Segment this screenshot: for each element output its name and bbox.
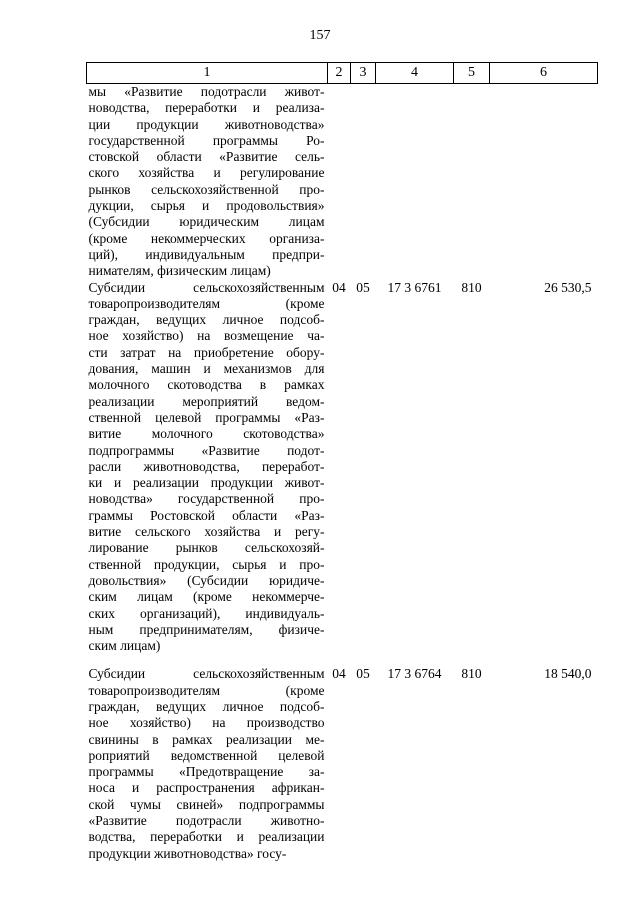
description-line: граммы Ростовской области «Раз- [88,507,325,523]
table-row [87,666,598,874]
description-line: товаропроизводителям (кроме [88,295,325,311]
page-number: 157 [309,28,331,43]
description-line: ского хозяйства и регулирование [88,165,325,181]
row-expense-type: 810 [461,279,482,295]
description-line: ственной целевой программы «Раз- [88,409,325,425]
description-line: новодства, переработки и реализа- [88,100,325,116]
description-line: Субсидии сельскохозяйственным [88,666,325,682]
description-line: нимателям, физическим лицам) [88,263,271,279]
description-line: ное хозяйство) на производство [88,715,325,731]
description-line: (кроме некоммерческих организа- [88,230,325,246]
row-section-code: 04 [332,666,346,682]
row-subsection-code: 05 [356,666,370,682]
description-line: молочного скотоводства в рамках [88,377,325,393]
description-line: дукции, сырья и продовольствия» [88,198,325,214]
header-col-3: 3 [351,63,376,84]
description-line: ским лицам (кроме некоммерче- [88,589,325,605]
description-line: «Развитие подотрасли животно- [88,813,325,829]
description-line: Субсидии сельскохозяйственным [88,279,325,295]
description-line: витие молочного скотоводства» [88,426,325,442]
description-line: ным предпринимателям, физиче- [88,621,325,637]
header-col-1: 1 [87,63,328,84]
description-line: реализации мероприятий ведом- [88,393,325,409]
description-line: товаропроизводителям (кроме [88,682,325,698]
description-line: государственной программы Ро- [88,132,325,148]
description-line: витие сельского хозяйства и регу- [88,524,325,540]
header-col-5: 5 [454,63,490,84]
description-line: довольствия» (Субсидии юридиче- [88,572,325,588]
description-line: стовской области «Развитие сель- [88,149,325,165]
header-col-6: 6 [490,63,598,84]
description-line: дования, машин и механизмов для [88,361,325,377]
description-line: носа и распространения африкан- [88,780,325,796]
description-line: (Субсидии юридическим лицам [88,214,325,230]
description-line: программы «Предотвращение за- [88,764,325,780]
description-line: свинины в рамках реализации ме- [88,731,325,747]
header-col-2: 2 [328,63,351,84]
row-description [87,666,328,874]
row-section-code [328,84,351,280]
description-line: ций), индивидуальным предпри- [88,246,325,262]
description-line: мы «Развитие подотрасли живот- [88,84,325,99]
description-line: роприятий ведомственной целевой [88,747,325,763]
description-line: ции продукции животноводства» [88,116,325,132]
row-subsection-code: 05 [356,279,370,295]
row-amount: 26 530,5 [544,279,592,295]
description-line: рынков сельскохозяйственной про- [88,181,325,197]
row-expense-type: 810 [461,666,482,682]
budget-table [86,62,598,874]
description-line: водства, переработки и реализации [88,829,325,845]
row-target-article: 17 3 6764 [387,666,442,682]
description-line: ное хозяйство) на возмещение ча- [88,328,325,344]
row-section-code: 04 [332,279,346,295]
description-line: ки и реализации продукции живот- [88,475,325,491]
description-line: ским лицам) [88,638,161,654]
description-line: подпрограммы «Развитие подот- [88,442,325,458]
table-header-row [87,63,598,84]
row-description [87,84,328,280]
row-amount [490,84,598,280]
description-line: граждан, ведущих личное подсоб- [88,698,325,714]
row-target-article: 17 3 6761 [387,279,442,295]
description-line: новодства» государственной про- [88,491,325,507]
description-line: продукции животноводства» госу- [88,845,287,861]
header-col-4: 4 [376,63,454,84]
row-description [87,280,328,667]
row-subsection-code [351,84,376,280]
description-line: сти затрат на приобретение обору- [88,344,325,360]
description-line: расли животноводства, переработ- [88,458,325,474]
row-amount: 18 540,0 [544,666,592,682]
description-line: лирование рынков сельскохозяй- [88,540,325,556]
row-expense-type [454,84,490,280]
description-line: граждан, ведущих личное подсоб- [88,312,325,328]
description-line: ственной продукции, сырья и про- [88,556,325,572]
table-row [87,280,598,667]
row-target-article [376,84,454,280]
table-row-continuation [87,84,598,280]
description-line: ской чумы свиней» подпрограммы [88,796,325,812]
description-line: ских организаций), индивидуаль- [88,605,325,621]
